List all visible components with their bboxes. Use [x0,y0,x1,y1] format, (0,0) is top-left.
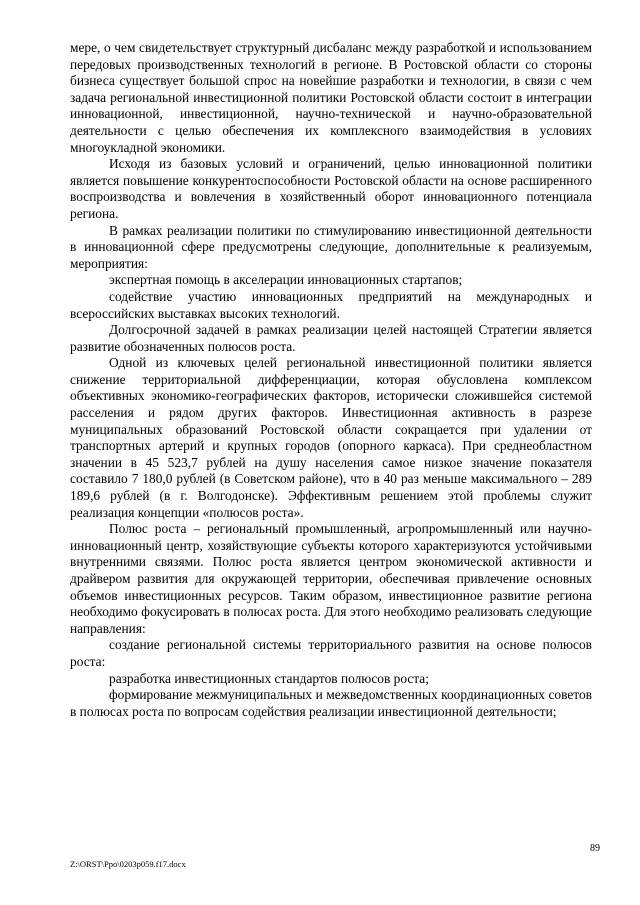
page-number: 89 [590,843,600,854]
paragraph: Одной из ключевых целей региональной инвестиционной политики является снижение территориальной дифференциации, которая обусловлена комплексом объективных экономико-географических факторов, исторически сложившейся системой расселения и рядом других факторов. Инвестиционная активность в разрезе муниципальных образований Ростовской области сокращается при удалении от транспортных артерий и крупных городов (опорного каркаса). При среднеобластном значении в 45 523,7 рублей на душу населения самое низкое значение показателя составило 7 180,0 рублей (в Советском районе), что в 40 раз меньше максимального – 289 189,6 рублей (в г. Волгодонске). Эффективным решением этой проблемы служит реализация концепции «полюсов роста». [70,355,592,520]
list-item: содействие участию инновационных предприятий на международных и всероссийских выставках высоких технологий. [70,288,592,321]
paragraph: Исходя из базовых условий и ограничений, целью инновационной политики является повышение конкурентоспособности Ростовской области на основе расширенного воспроизводства и вовлечения в хозяйственный оборот инновационного потенциала региона. [70,156,592,221]
list-item: создание региональной системы территориального развития на основе полюсов роста: [70,637,592,669]
list-item: формирование межмуниципальных и межведомственных координационных советов в полюсах роста по вопросам содействия реализации инвестиционной деятельности; [70,687,592,719]
paragraph: Полюс роста – региональный промышленный, агропромышленный или научно-инновационный центр, хозяйствующие субъекты которого характеризуются устойчивыми внутренними связями. Полюс роста является центром экономической активности и драйвером развития для окружающей территории, обеспечивая привлечение основных объемов инвестиционных ресурсов. Таким образом, инвестиционное развитие региона необходимо фокусировать в полюсах роста. Для этого необходимо реализовать следующие направления: [70,521,592,636]
paragraph: В рамках реализации политики по стимулированию инвестиционной деятельности в инновационной сфере предусмотрены следующие, дополнительные к реализуемым, мероприятия: [70,222,592,271]
document-body [70,40,592,720]
paragraph: Долгосрочной задачей в рамках реализации целей настоящей Стратегии является развитие обозначенных полюсов роста. [70,322,592,354]
paragraph: мере, о чем свидетельствует структурный дисбаланс между разработкой и использованием передовых производственных технологий в регионе. В Ростовской области со стороны бизнеса существует большой спрос на новейшие разработки и технологии, в связи с чем задача региональной инвестиционной политики Ростовской области состоит в интеграции инновационной, инвестиционной, научно-технической и научно-образовательной деятельности с целью обеспечения их комплексного взаимодействия в условиях многоукладной экономики. [70,40,592,155]
list-item: разработка инвестиционных стандартов полюсов роста; [109,670,429,686]
file-path-footer: Z:\ORST\Ppo\0203p059.f17.docx [70,859,186,869]
list-item: экспертная помощь в акселерации инновационных стартапов; [109,272,463,288]
